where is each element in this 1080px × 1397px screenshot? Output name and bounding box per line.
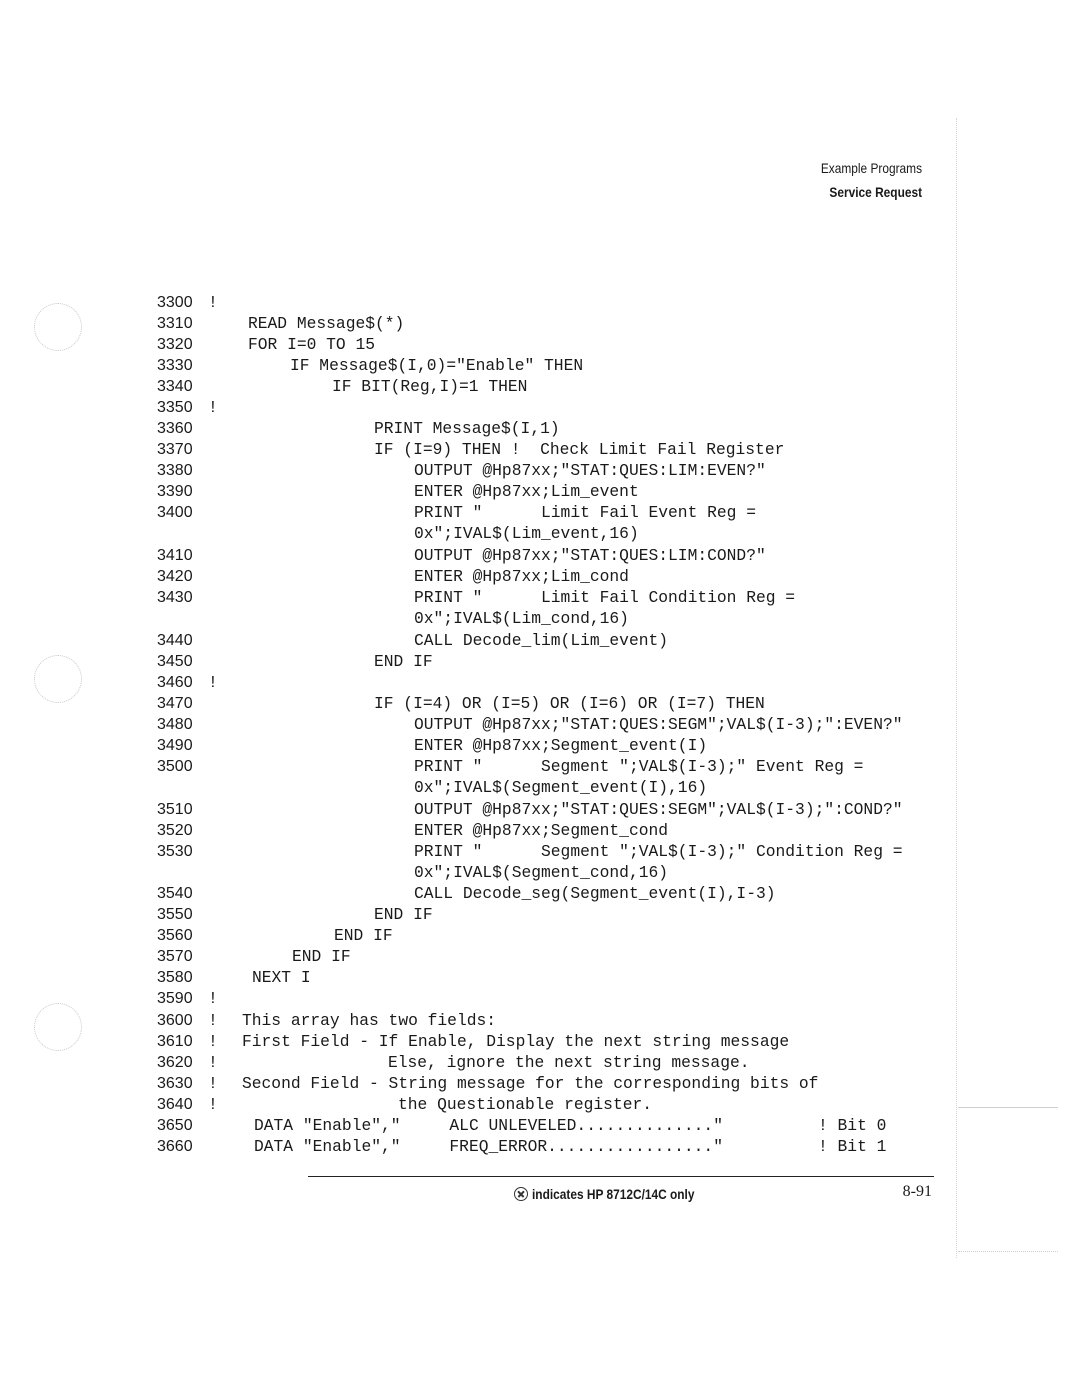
code-text: ENTER @Hp87xx;Lim_event: [414, 482, 639, 501]
code-text: NEXT I: [252, 968, 311, 987]
remark-marker: !: [208, 398, 218, 417]
code-text: PRINT Message$(I,1): [374, 419, 560, 438]
code-text: 0x";IVAL$(Segment_event(I),16): [414, 778, 708, 797]
code-text: IF Message$(I,0)="Enable" THEN: [290, 356, 584, 375]
code-text: OUTPUT @Hp87xx;"STAT:QUES:SEGM";VAL$(I-3);":EVEN?": [414, 715, 903, 734]
line-number: 3590: [157, 990, 193, 1007]
code-text: Else, ignore the next string message.: [388, 1053, 750, 1072]
line-number: 3600: [157, 1012, 193, 1029]
punch-hole: [34, 655, 82, 703]
line-number: 3500: [157, 758, 193, 775]
code-text: OUTPUT @Hp87xx;"STAT:QUES:LIM:EVEN?": [414, 461, 766, 480]
footer-rule: [308, 1176, 934, 1177]
punch-hole: [34, 303, 82, 351]
code-text: IF (I=9) THEN ! Check Limit Fail Register: [374, 440, 785, 459]
line-number: 3630: [157, 1075, 193, 1092]
line-number: 3640: [157, 1096, 193, 1113]
code-text: OUTPUT @Hp87xx;"STAT:QUES:LIM:COND?": [414, 546, 766, 565]
code-text: IF BIT(Reg,I)=1 THEN: [332, 377, 528, 396]
code-text: READ Message$(*): [248, 314, 405, 333]
line-number: 3380: [157, 462, 193, 479]
page-number: 8-91: [902, 1183, 932, 1200]
line-number: 3300: [157, 294, 193, 311]
footer-note: [514, 1183, 723, 1205]
code-text: the Questionable register.: [398, 1095, 653, 1114]
code-text: ENTER @Hp87xx;Segment_cond: [414, 821, 669, 840]
line-number: 3510: [157, 801, 193, 818]
hp-8712c-14c-badge-icon: [514, 1187, 528, 1201]
running-header: [821, 156, 922, 204]
line-number: 3420: [157, 568, 193, 585]
footer-note-text: indicates HP 8712C/14C only: [532, 1186, 695, 1202]
line-number: 3450: [157, 653, 193, 670]
code-text: This array has two fields:: [242, 1011, 497, 1030]
line-number: 3340: [157, 378, 193, 395]
line-number: 3620: [157, 1054, 193, 1071]
scan-margin-mark: [958, 1251, 1058, 1252]
line-number: 3320: [157, 336, 193, 353]
code-text: ENTER @Hp87xx;Segment_event(I): [414, 736, 708, 755]
code-text: PRINT " Segment ";VAL$(I-3);" Condition Reg =: [414, 842, 903, 861]
code-text: 0x";IVAL$(Lim_cond,16): [414, 609, 629, 628]
line-number: 3400: [157, 504, 193, 521]
code-text: END IF: [374, 652, 433, 671]
section-title: Service Request: [829, 184, 922, 200]
line-number: 3570: [157, 948, 193, 965]
code-text: CALL Decode_seg(Segment_event(I),I-3): [414, 884, 776, 903]
line-number: 3610: [157, 1033, 193, 1050]
line-number: 3520: [157, 822, 193, 839]
line-number: 3560: [157, 927, 193, 944]
line-number: 3350: [157, 399, 193, 416]
line-number: 3660: [157, 1138, 193, 1155]
code-text: CALL Decode_lim(Lim_event): [414, 631, 669, 650]
code-text: OUTPUT @Hp87xx;"STAT:QUES:SEGM";VAL$(I-3);":COND?": [414, 800, 903, 819]
line-number: 3390: [157, 483, 193, 500]
line-number: 3370: [157, 441, 193, 458]
remark-marker: !: [208, 1032, 218, 1051]
line-number: 3410: [157, 547, 193, 564]
line-number: 3430: [157, 589, 193, 606]
line-number: 3460: [157, 674, 193, 691]
remark-marker: !: [208, 1011, 218, 1030]
line-number: 3530: [157, 843, 193, 860]
line-number: 3580: [157, 969, 193, 986]
remark-marker: !: [208, 1095, 218, 1114]
line-number: 3490: [157, 737, 193, 754]
line-number: 3470: [157, 695, 193, 712]
code-text: ENTER @Hp87xx;Lim_cond: [414, 567, 629, 586]
line-number: 3550: [157, 906, 193, 923]
code-text: DATA "Enable"," FREQ_ERROR.................": [254, 1137, 723, 1156]
trailing-comment: ! Bit 1: [818, 1137, 887, 1156]
code-text: First Field - If Enable, Display the next string message: [242, 1032, 790, 1051]
code-text: END IF: [292, 947, 351, 966]
trailing-comment: ! Bit 0: [818, 1116, 887, 1135]
line-number: 3540: [157, 885, 193, 902]
code-text: PRINT " Limit Fail Condition Reg =: [414, 588, 796, 607]
code-text: DATA "Enable"," ALC UNLEVELED..............": [254, 1116, 723, 1135]
remark-marker: !: [208, 293, 218, 312]
code-text: PRINT " Limit Fail Event Reg =: [414, 503, 756, 522]
line-number: 3310: [157, 315, 193, 332]
chapter-title: Example Programs: [820, 160, 922, 176]
code-text: PRINT " Segment ";VAL$(I-3);" Event Reg =: [414, 757, 864, 776]
line-number: 3480: [157, 716, 193, 733]
code-text: 0x";IVAL$(Segment_cond,16): [414, 863, 669, 882]
remark-marker: !: [208, 1074, 218, 1093]
scan-margin-mark: [958, 1107, 1058, 1108]
line-number: 3650: [157, 1117, 193, 1134]
code-text: END IF: [334, 926, 393, 945]
punch-hole: [34, 1003, 82, 1051]
code-text: IF (I=4) OR (I=5) OR (I=6) OR (I=7) THEN: [374, 694, 765, 713]
code-text: END IF: [374, 905, 433, 924]
line-number: 3440: [157, 632, 193, 649]
scan-margin-line: [956, 118, 957, 1258]
remark-marker: !: [208, 673, 218, 692]
code-text: FOR I=0 TO 15: [248, 335, 376, 354]
code-text: 0x";IVAL$(Lim_event,16): [414, 524, 639, 543]
code-text: Second Field - String message for the corresponding bits of: [242, 1074, 819, 1093]
line-number: 3360: [157, 420, 193, 437]
line-number: 3330: [157, 357, 193, 374]
remark-marker: !: [208, 989, 218, 1008]
remark-marker: !: [208, 1053, 218, 1072]
